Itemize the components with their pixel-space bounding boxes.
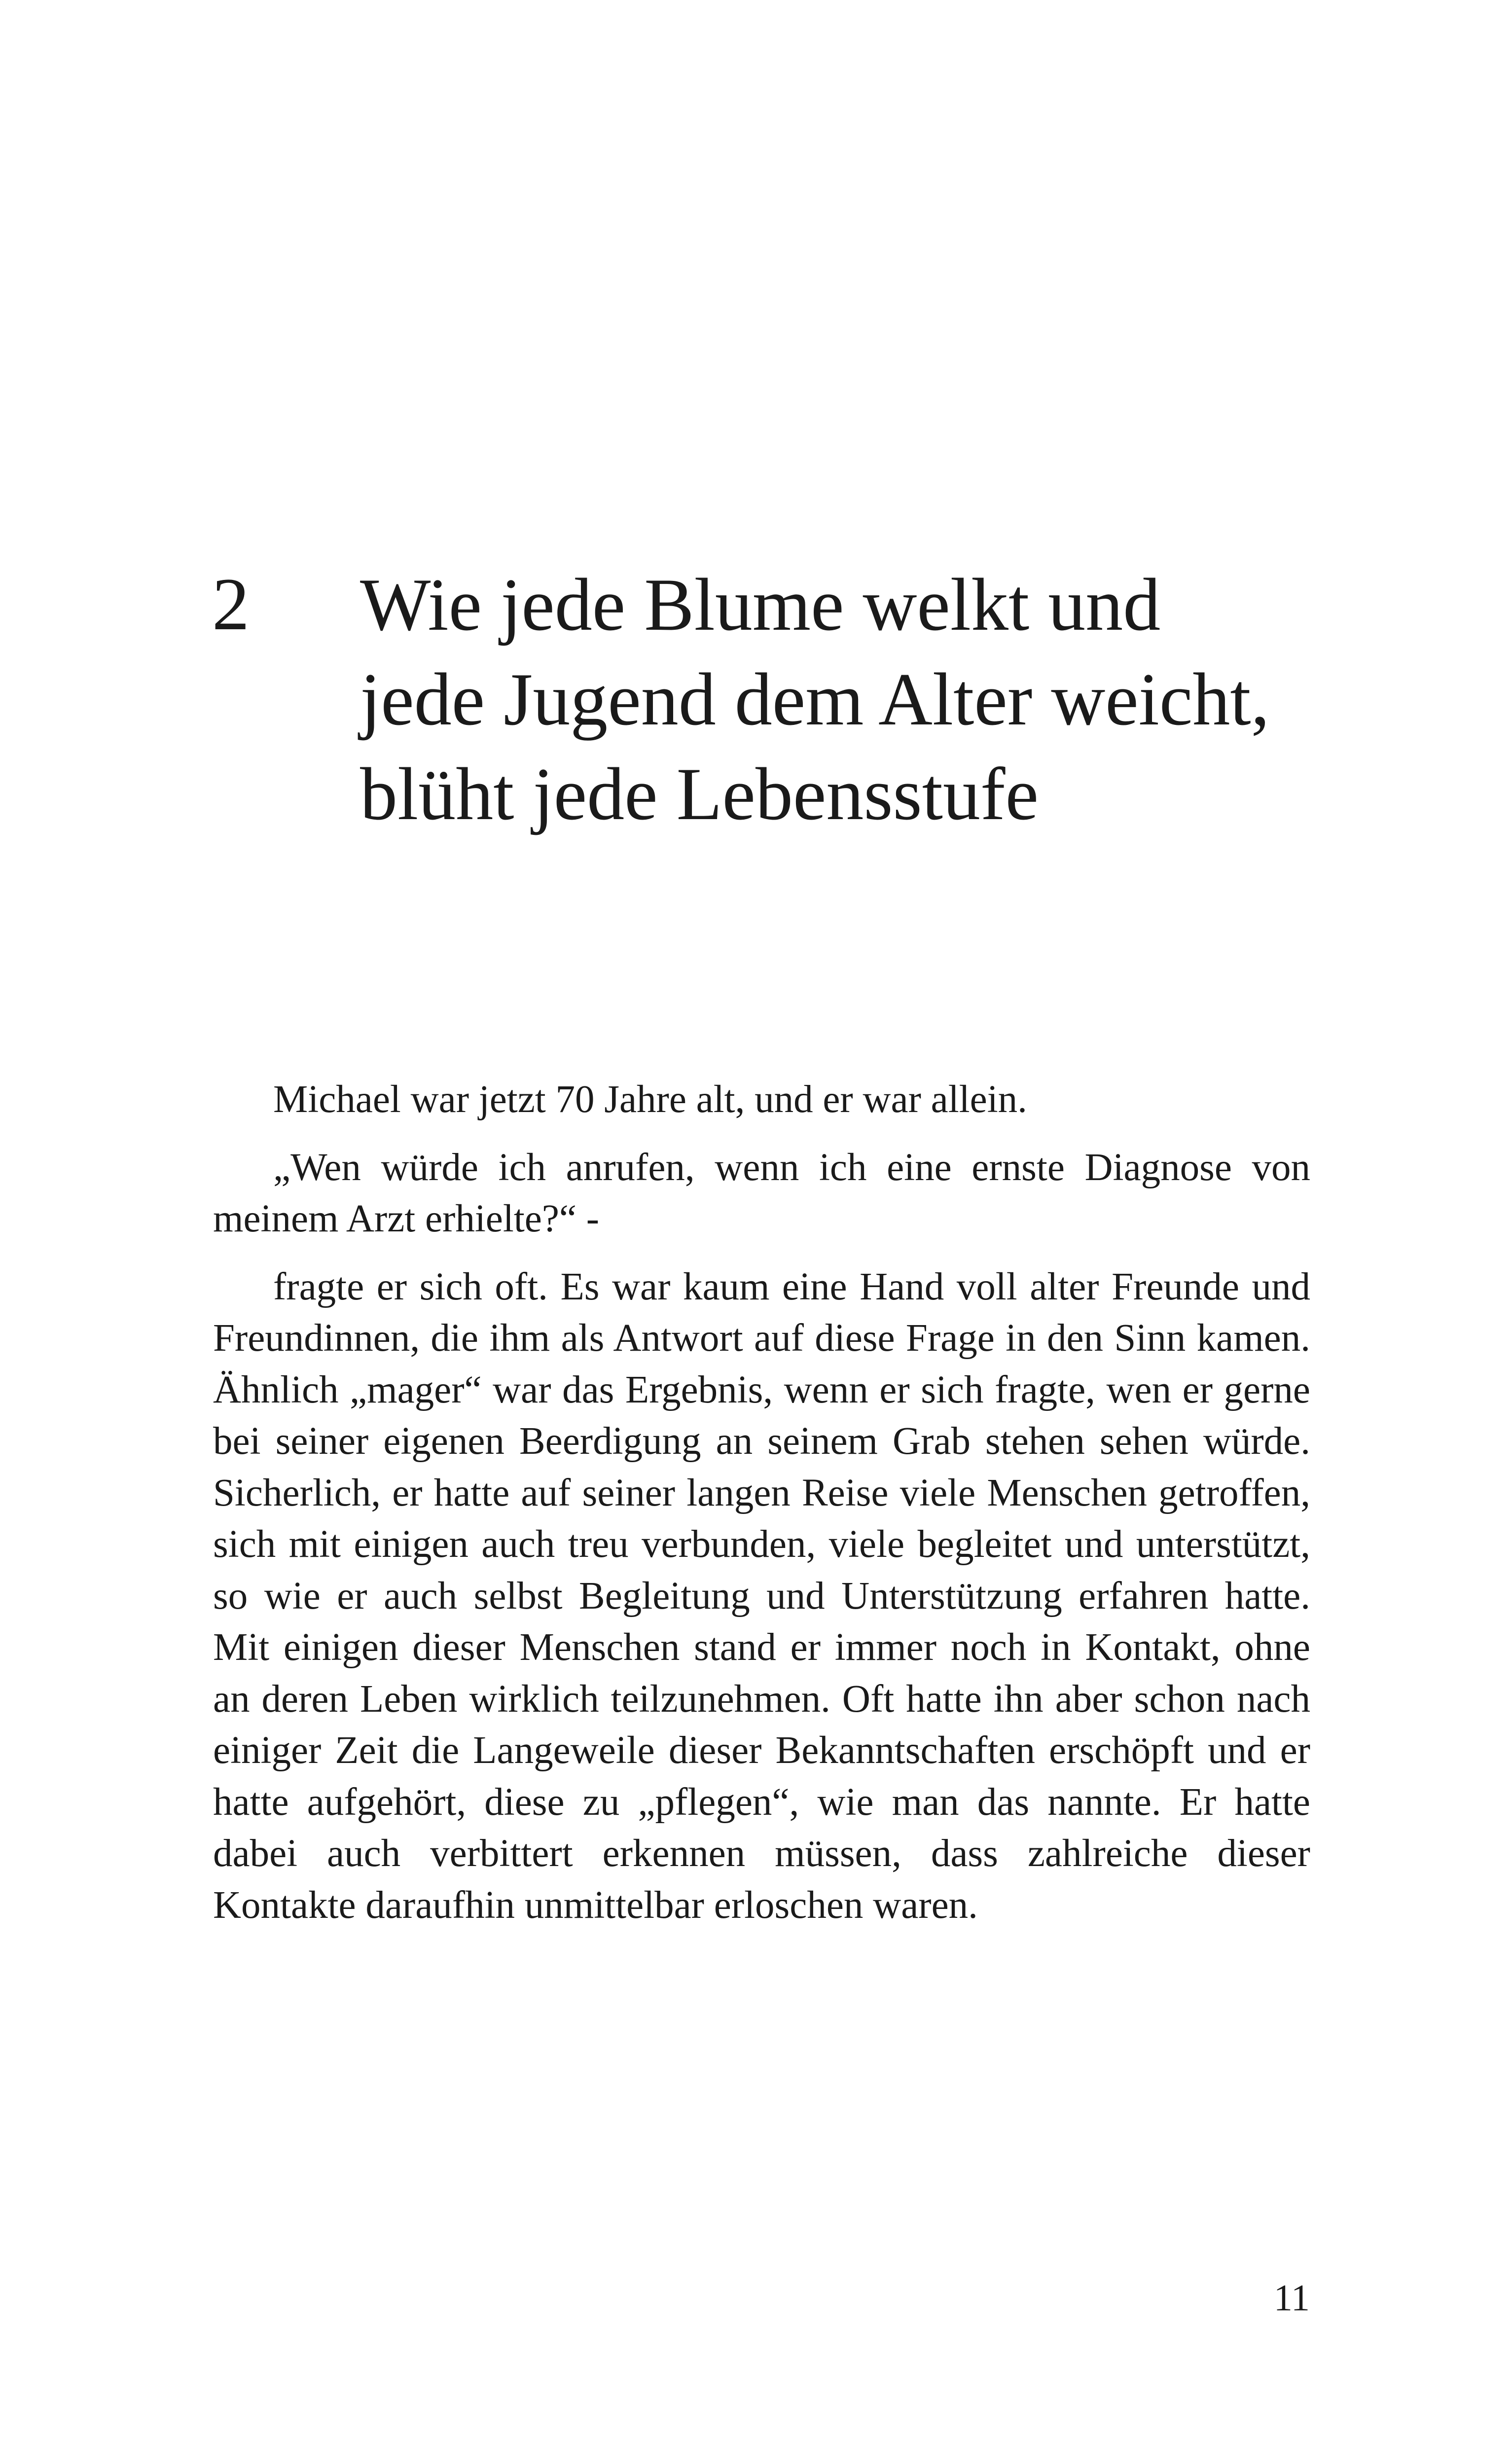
chapter-title: Wie jede Blume welkt und jede Jugend dem Alter weicht, blüht jede Lebensstufe: [360, 563, 1270, 835]
body-text: [213, 1074, 1310, 1931]
paragraph-3: fragte er sich oft. Es war kaum eine Hand voll alter Freunde und Freundinnen, die ihm als Antwort auf diese Frage in den Sinn kamen. Ähnlich „mager“ war das Ergebnis, wenn er sich fragte, wen er gerne bei seiner eigenen Beerdigung an seinem Grab stehen sehen würde. Sicherlich, er hatte auf seiner langen Reise viele Menschen getroffen, sich mit einigen auch treu verbunden, viele begleitet und unterstützt, so wie er auch selbst Begleitung und Unterstützung erfahren hatte. Mit einigen dieser Menschen stand er immer noch in Kontakt, ohne an deren Leben wirklich teilzunehmen. Oft hatte ihn aber schon nach einiger Zeit die Langeweile dieser Bekanntschaften erschöpft und er hatte aufgehört, diese zu „pflegen“, wie man das nannte. Er hatte dabei auch verbittert erkennen müssen, dass zahlreiche dieser Kontakte daraufhin unmittelbar erloschen waren.: [213, 1265, 1310, 1927]
paragraph-1: Michael war jetzt 70 Jahre alt, und er war allein.: [273, 1078, 1027, 1121]
chapter-number: 2: [212, 563, 250, 646]
paragraph-2: „Wen würde ich anrufen, wenn ich eine ernste Diagnose von meinem Arzt erhielte?“ -: [213, 1146, 1310, 1240]
page-number: 11: [1273, 2277, 1310, 2319]
